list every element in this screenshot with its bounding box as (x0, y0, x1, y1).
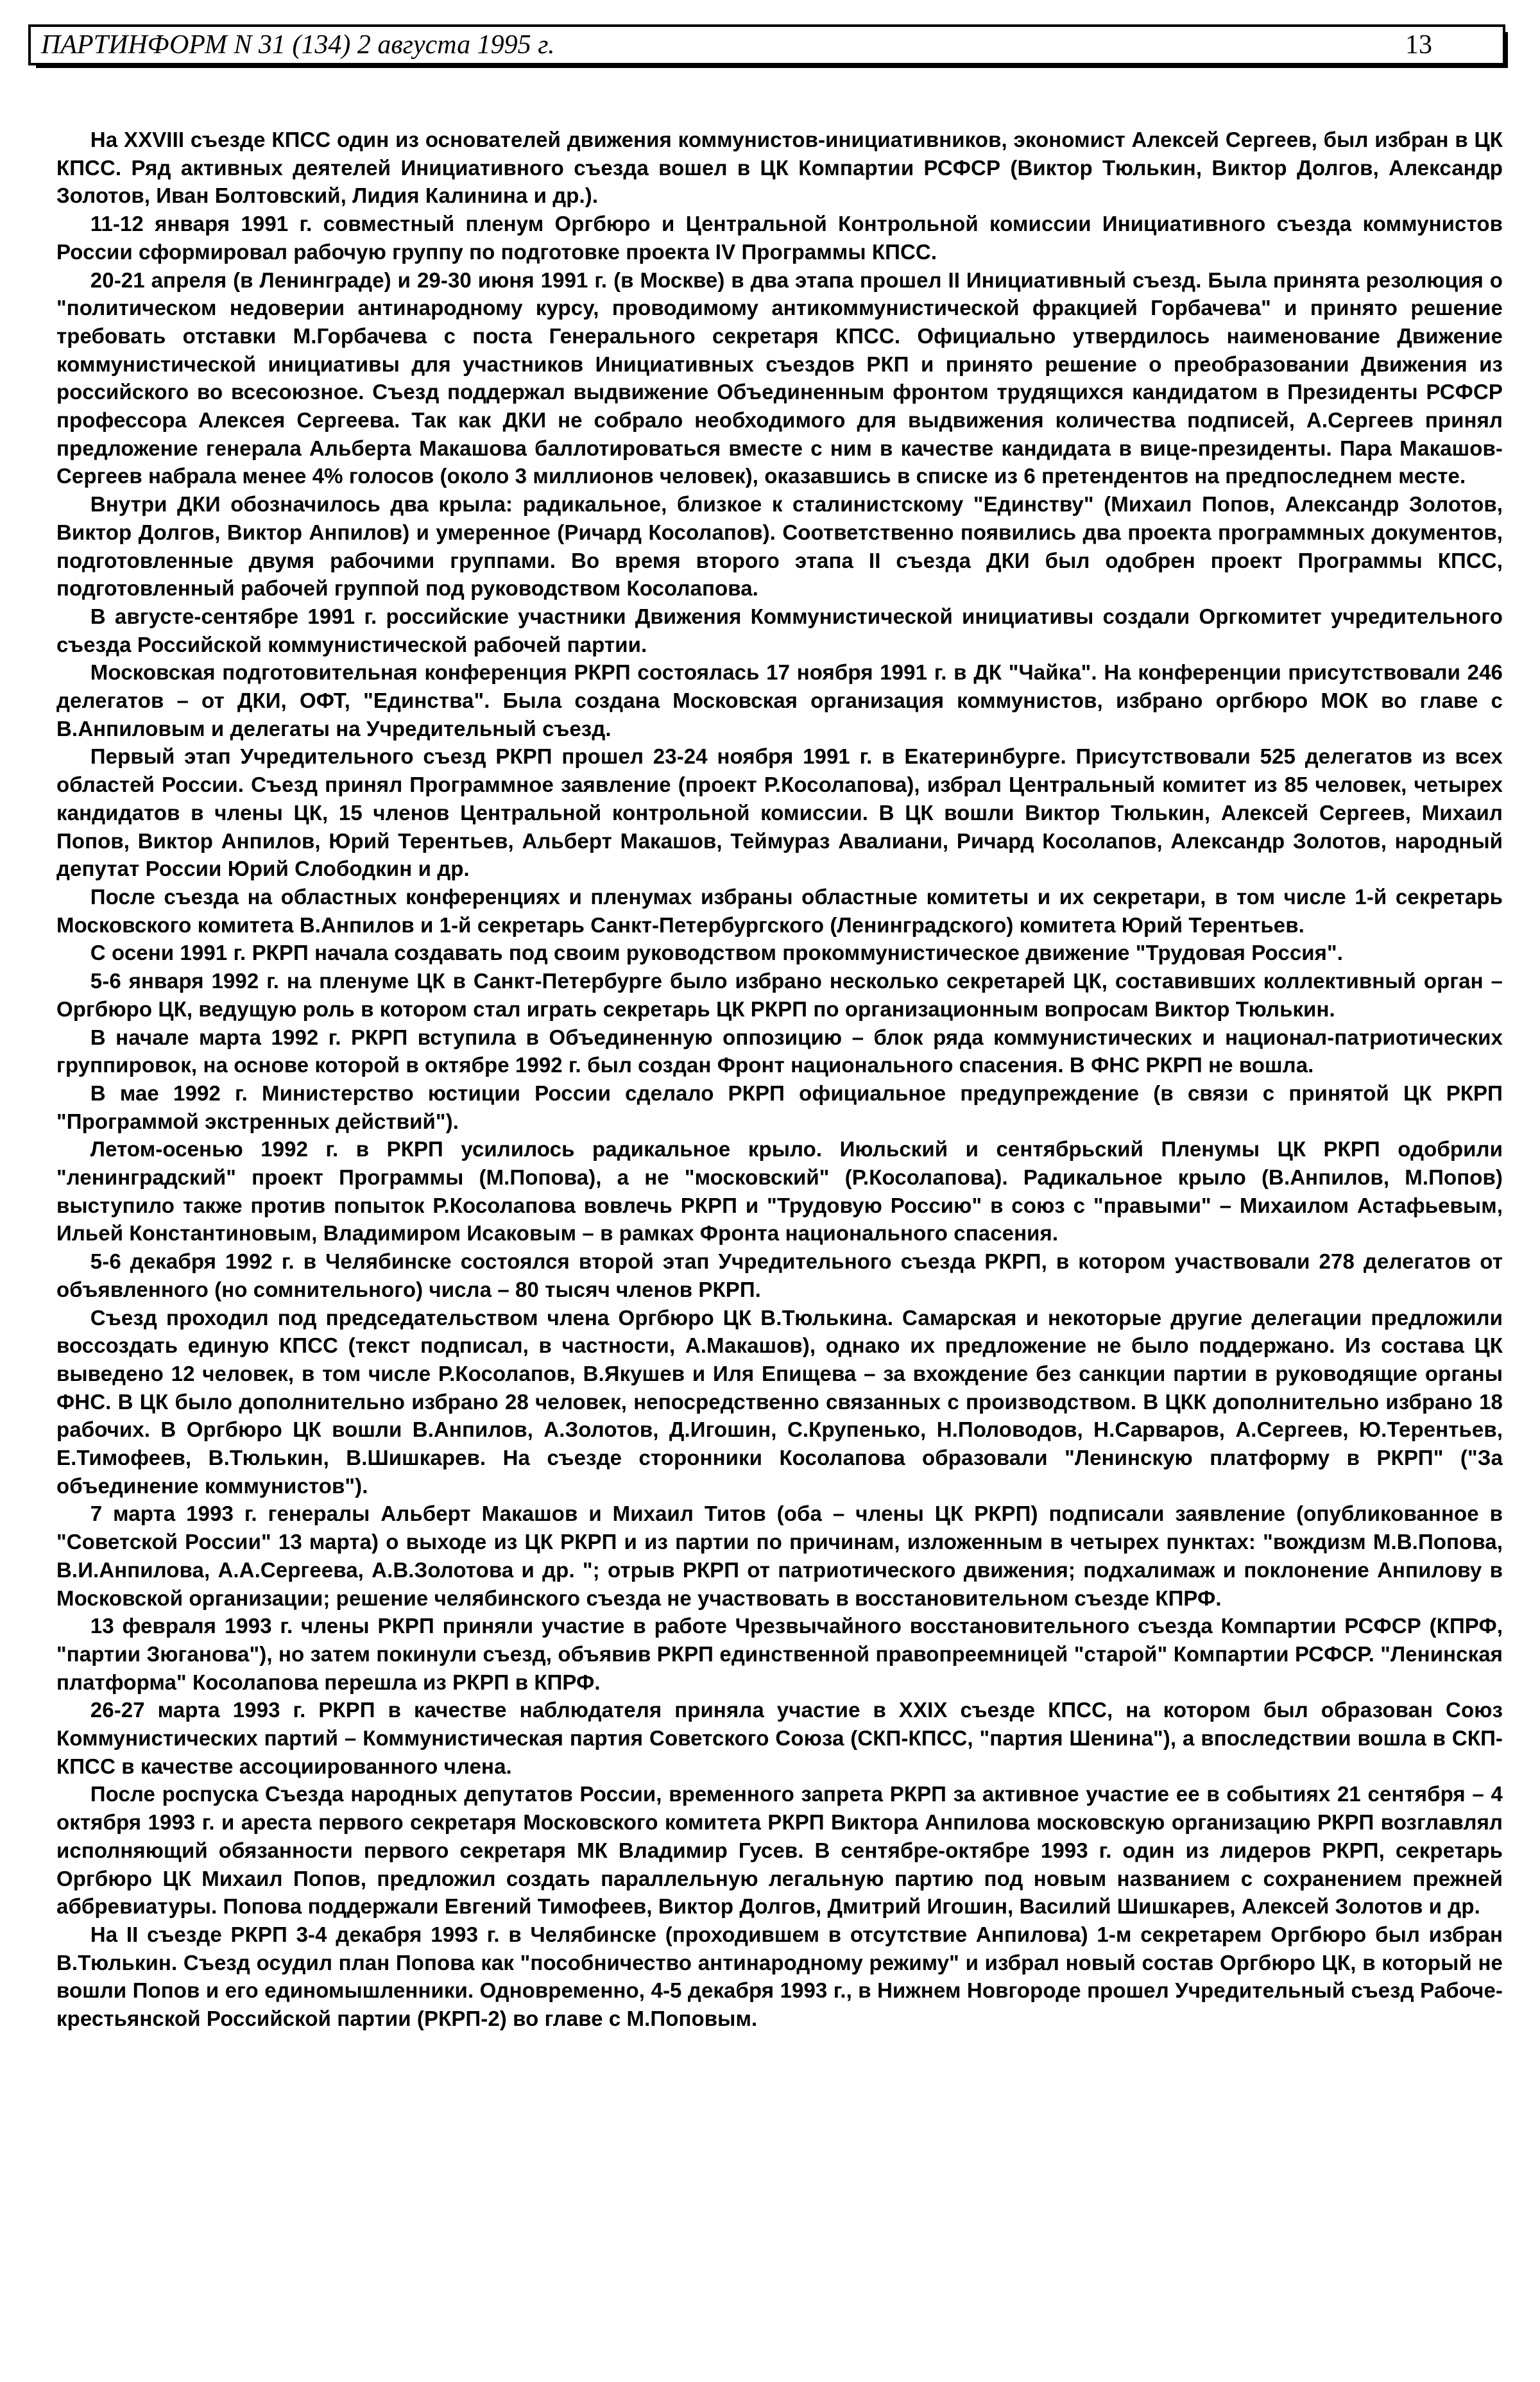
paragraph: Внутри ДКИ обозначилось два крыла: радикальное, близкое к сталинистскому "Единству" (Михаил Попов, Александр Золотов, Виктор Долгов, Виктор Анпилов) и умеренное (Ричард Косолапов). Соответственно появились два проекта программных документов, подготовленные двумя рабочими группами. Во время второго этапа II съезда ДКИ был одобрен проект Программы КПСС, подготовленный рабочей группой под руководством Косолапова. (56, 492, 1503, 601)
paragraph: В августе-сентябре 1991 г. российские участники Движения Коммунистической инициативы создали Оргкомитет учредительного съезда Российской коммунистической рабочей партии. (56, 604, 1503, 656)
paragraph: 20-21 апреля (в Ленинграде) и 29-30 июня 1991 г. (в Москве) в два этапа прошел II Инициативный съезд. Была принята резолюция о "политическом недоверии антинародному курсу, проводимому антикоммунистической фракцией Горбачева" и принято решение требовать отставки М.Горбачева с поста Генерального секретаря КПСС. Официально утвердилось наименование Движение коммунистической инициативы для участников Инициативных съездов РКП и принято решение о преобразовании Движения из российского во всесоюзное. Съезд поддержал выдвижение Объединенным фронтом трудящихся кандидатом в Президенты РСФСР профессора Алексея Сергеева. Так как ДКИ не собрало необходимого для выдвижения количества подписей, А.Сергеев принял предложение генерала Альберта Макашова баллотироваться вместе с ним в качестве кандидата в вице-президенты. Пара Макашов-Сергеев набрала менее 4% голосов (около 3 миллионов человек), оказавшись в списке из 6 претендентов на предпоследнем месте. (56, 268, 1503, 488)
paragraph: 13 февраля 1993 г. члены РКРП приняли участие в работе Чрезвычайного восстановительного съезда Компартии РСФСР (КПРФ, "партии Зюганова"), но затем покинули съезд, объявив РКРП единственной правопреемницей "старой" Компартии РСФСР. "Ленинская платформа" Косолапова перешла из РКРП в КПРФ. (56, 1614, 1503, 1694)
paragraph: 26-27 марта 1993 г. РКРП в качестве наблюдателя приняла участие в XXIX съезде КПСС, на котором был образован Союз Коммунистических партий – Коммунистическая партия Советского Союза (СКП-КПСС, "партия Шенина"), а впоследствии вошла в СКП-КПСС в качестве ассоциированного члена. (56, 1698, 1503, 1778)
article-body (56, 126, 1503, 2308)
paragraph: 5-6 января 1992 г. на пленуме ЦК в Санкт-Петербурге было избрано несколько секретарей ЦК, составивших коллективный орган – Оргбюро ЦК, ведущую роль в котором стал играть секретарь ЦК РКРП по организационным вопросам Виктор Тюлькин. (56, 969, 1503, 1021)
paragraph: В начале марта 1992 г. РКРП вступила в Объединенную оппозицию – блок ряда коммунистических и национал-патриотических группировок, на основе которой в октябре 1992 г. был создан Фронт национального спасения. В ФНС РКРП не вошла. (56, 1025, 1503, 1077)
paragraph: 11-12 января 1991 г. совместный пленум Оргбюро и Центральной Контрольной комиссии Инициативного съезда коммунистов России сформировал рабочую группу по подготовке проекта IV Программы КПСС. (56, 212, 1503, 264)
paragraph: Первый этап Учредительного съезд РКРП прошел 23-24 ноября 1991 г. в Екатеринбурге. Присутствовали 525 делегатов из всех областей России. Съезд принял Программное заявление (проект Р.Косолапова), избрал Центральный комитет из 85 человек, четырех кандидатов в члены ЦК, 15 членов Центральной контрольной комиссии. В ЦК вошли Виктор Тюлькин, Алексей Сергеев, Михаил Попов, Виктор Анпилов, Юрий Терентьев, Альберт Макашов, Теймураз Авалиани, Ричард Косолапов, Александр Золотов, народный депутат России Юрий Слободкин и др. (56, 744, 1503, 881)
paragraph: 7 марта 1993 г. генералы Альберт Макашов и Михаил Титов (оба – члены ЦК РКРП) подписали заявление (опубликованное в "Советской России" 13 марта) о выходе из ЦК РКРП и из партии по причинам, изложенным в четырех пунктах: "вождизм М.В.Попова, В.И.Анпилова, А.А.Сергеева, А.В.Золотова и др. "; отрыв РКРП от патриотического движения; подхалимаж и поклонение Анпилову в Московской организации; решение челябинского съезда не участвовать в восстановительном съезде КПРФ. (56, 1502, 1503, 1610)
paragraph: Летом-осенью 1992 г. в РКРП усилилось радикальное крыло. Июльский и сентябрьский Пленумы ЦК РКРП одобрили "ленинградский" проект Программы (М.Попова), а не "московский" (Р.Косолапова). Радикальное крыло (В.Анпилов, М.Попов) выступило также против попыток Р.Косолапова вовлечь РКРП и "Трудовую Россию" в союз с "правыми" – Михаилом Астафьевым, Ильей Константиновым, Владимиром Исаковым – в рамках Фронта национального спасения. (56, 1137, 1503, 1246)
page-header (28, 24, 1505, 65)
paragraph: С осени 1991 г. РКРП начала создавать под своим руководством прокоммунистическое движение "Трудовая Россия". (90, 941, 1344, 965)
paragraph: Московская подготовительная конференция РКРП состоялась 17 ноября 1991 г. в ДК "Чайка". На конференции присутствовали 246 делегатов – от ДКИ, ОФТ, "Единства". Была создана Московская организация коммунистов, избрано оргбюро МОК во главе с В.Анпиловым и делегаты на Учредительный съезд. (56, 660, 1503, 741)
page-number: 13 (1405, 30, 1432, 60)
paragraph: На II съезде РКРП 3-4 декабря 1993 г. в Челябинске (проходившем в отсутствие Анпилова) 1-м секретарем Оргбюро был избран В.Тюлькин. Съезд осудил план Попова как "пособничество антинародному режиму" и избрал новый состав Оргбюро ЦК, в который не вошли Попов и его единомышленники. Одновременно, 4-5 декабря 1993 г., в Нижнем Новгороде прошел Учредительный съезд Рабоче-крестьянской Российской партии (РКРП-2) во главе с М.Поповым. (56, 1923, 1503, 2031)
paragraph: На XXVIII съезде КПСС один из основателей движения коммунистов-инициативников, экономист Алексей Сергеев, был избран в ЦК КПСС. Ряд активных деятелей Инициативного съезда вошел в ЦК Компартии РСФСР (Виктор Тюлькин, Виктор Долгов, Александр Золотов, Иван Болтовский, Лидия Калинина и др.). (56, 128, 1503, 208)
paragraph: Съезд проходил под председательством члена Оргбюро ЦК В.Тюлькина. Самарская и некоторые другие делегации предложили воссоздать единую КПСС (текст подписал, в частности, А.Макашов), однако их предложение не было поддержано. Из состава ЦК выведено 12 человек, в том числе Р.Косолапов, В.Якушев и Иля Епищева – за вхождение без санкции партии в руководящие органы ФНС. В ЦК было дополнительно избрано 28 человек, непосредственно связанных с производством. В ЦКК дополнительно избрано 18 рабочих. В Оргбюро ЦК вошли В.Анпилов, А.Золотов, Д.Игошин, С.Крупенько, Н.Половодов, Н.Сарваров, А.Сергеев, Ю.Терентьев, Е.Тимофеев, В.Тюлькин, В.Шишкарев. На съезде сторонники Косолапова образовали "Ленинскую платформу в РКРП" ("За объединение коммунистов"). (56, 1305, 1503, 1498)
paragraph: В мае 1992 г. Министерство юстиции России сделало РКРП официальное предупреждение (в связи с принятой ЦК РКРП "Программой экстренных действий"). (56, 1081, 1503, 1133)
header-title: ПАРТИНФОРМ N 31 (134) 2 августа 1995 г. (41, 30, 555, 60)
paragraph: После съезда на областных конференциях и пленумах избраны областные комитеты и их секретари, в том числе 1-й секретарь Московского комитета В.Анпилов и 1-й секретарь Санкт-Петербургского (Ленинградского) комитета Юрий Терентьев. (56, 884, 1503, 937)
paragraph: 5-6 декабря 1992 г. в Челябинске состоялся второй этап Учредительного съезда РКРП, в котором участвовали 278 делегатов от объявленного (но сомнительного) числа – 80 тысяч членов РКРП. (56, 1249, 1503, 1301)
paragraph: После роспуска Съезда народных депутатов России, временного запрета РКРП за активное участие ее в событиях 21 сентября – 4 октября 1993 г. и ареста первого секретаря Московского комитета РКРП Виктора Анпилова московскую организацию РКРП возглавлял исполняющий обязанности первого секретаря МК Владимир Гусев. В сентябре-октябре 1993 г. один из лидеров РКРП, секретарь Оргбюро ЦК Михаил Попов, предложил создать параллельную легальную партию под новым названием с сохранением прежней аббревиатуры. Попова поддержали Евгений Тимофеев, Виктор Долгов, Дмитрий Игошин, Василий Шишкарев, Алексей Золотов и др. (56, 1782, 1503, 1919)
